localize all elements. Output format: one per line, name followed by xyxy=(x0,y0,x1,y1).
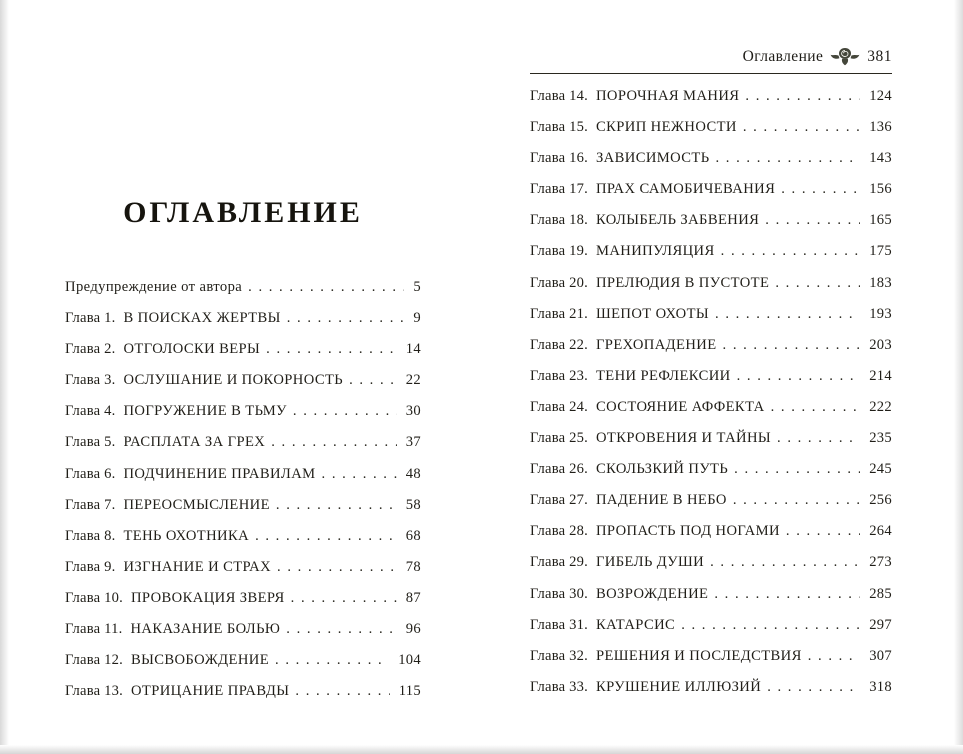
dot-leader xyxy=(266,334,397,365)
toc-entry xyxy=(65,459,421,490)
chapter-label: Глава 23. xyxy=(530,367,588,384)
dot-leader xyxy=(808,641,860,672)
dot-leader xyxy=(767,672,860,703)
chapter-label: Глава 12. xyxy=(65,652,123,669)
chapter-page-number: 87 xyxy=(405,589,421,606)
chapter-title: КРУШЕНИЕ ИЛЛЮЗИЙ xyxy=(595,678,762,695)
chapter-title: РАСПЛАТА ЗА ГРЕХ xyxy=(123,434,266,451)
chapter-page-number: 14 xyxy=(405,341,421,358)
dot-leader xyxy=(287,303,405,334)
chapter-label: Глава 22. xyxy=(530,336,588,353)
dot-leader xyxy=(734,454,860,485)
running-header xyxy=(530,47,892,66)
chapter-label: Глава 32. xyxy=(530,647,588,664)
dot-leader xyxy=(721,236,861,267)
dot-leader xyxy=(255,521,397,552)
toc-entry xyxy=(65,334,421,365)
dot-leader xyxy=(275,645,389,676)
chapter-page-number: 222 xyxy=(869,398,892,415)
chapter-page-number: 318 xyxy=(869,678,892,695)
chapter-title: КАТАРСИС xyxy=(595,616,676,633)
chapter-title: ВОЗРОЖДЕНИЕ xyxy=(595,585,709,602)
chapter-label: Глава 30. xyxy=(530,585,588,602)
chapter-title: ОТГОЛОСКИ ВЕРЫ xyxy=(123,341,261,358)
toc-entry xyxy=(530,205,892,236)
toc-entry xyxy=(530,174,892,205)
chapter-page-number: 156 xyxy=(869,181,892,198)
right-page xyxy=(530,0,892,703)
chapter-page-number: 143 xyxy=(869,150,892,167)
dot-leader xyxy=(322,459,397,490)
chapter-label: Глава 26. xyxy=(530,461,588,478)
dot-leader xyxy=(775,268,860,299)
chapter-title: ПРЕЛЮДИЯ В ПУСТОТЕ xyxy=(595,274,770,291)
toc-entry xyxy=(65,521,421,552)
chapter-label: Глава 19. xyxy=(530,243,588,260)
toc-entry xyxy=(530,672,892,703)
chapter-label: Глава 31. xyxy=(530,616,588,633)
toc-entry xyxy=(530,236,892,267)
chapter-label: Глава 9. xyxy=(65,558,116,575)
chapter-title: СКОЛЬЗКИЙ ПУТЬ xyxy=(595,461,729,478)
chapter-title: ТЕНЬ ОХОТНИКА xyxy=(123,527,250,544)
chapter-title: ИЗГНАНИЕ И СТРАХ xyxy=(123,558,272,575)
chapter-label: Глава 29. xyxy=(530,554,588,571)
dot-leader xyxy=(714,579,860,610)
chapter-title: ОТКРОВЕНИЯ И ТАЙНЫ xyxy=(595,430,772,447)
chapter-title: ПЕРЕОСМЫСЛЕНИЕ xyxy=(123,496,270,513)
chapter-title: ОТРИЦАНИЕ ПРАВДЫ xyxy=(130,683,290,700)
chapter-label: Глава 8. xyxy=(65,527,116,544)
dot-leader xyxy=(743,112,860,143)
toc-entry xyxy=(530,268,892,299)
dot-leader xyxy=(349,365,397,396)
chapter-page-number: 5 xyxy=(413,279,421,295)
chapter-label: Глава 16. xyxy=(530,150,588,167)
dot-leader xyxy=(777,423,860,454)
chapter-label: Глава 17. xyxy=(530,181,588,198)
toc-entry xyxy=(65,645,421,676)
toc-entry xyxy=(65,490,421,521)
toc-entry xyxy=(65,676,421,707)
chapter-page-number: 183 xyxy=(869,274,892,291)
chapter-page-number: 165 xyxy=(869,212,892,229)
chapter-page-number: 96 xyxy=(405,621,421,638)
chapter-label: Глава 6. xyxy=(65,465,116,482)
dot-leader xyxy=(715,299,860,330)
chapter-page-number: 235 xyxy=(869,430,892,447)
dot-leader xyxy=(733,485,860,516)
chapter-page-number: 115 xyxy=(398,683,421,700)
page-edge-left xyxy=(0,0,9,754)
dot-leader xyxy=(786,516,860,547)
dot-leader xyxy=(723,330,861,361)
page-edge-bottom xyxy=(0,745,963,754)
toc-entry xyxy=(530,610,892,641)
chapter-page-number: 37 xyxy=(405,434,421,451)
toc-entry xyxy=(530,392,892,423)
chapter-title: СКРИП НЕЖНОСТИ xyxy=(595,119,737,136)
chapter-title: ПРОВОКАЦИЯ ЗВЕРЯ xyxy=(130,589,285,606)
chapter-title: ОСЛУШАНИЕ И ПОКОРНОСТЬ xyxy=(123,372,344,389)
chapter-label: Глава 27. xyxy=(530,492,588,509)
chapter-title: ВЫСВОБОЖДЕНИЕ xyxy=(130,652,270,669)
chapter-title: ШЕПОТ ОХОТЫ xyxy=(595,305,710,322)
toc-list-left xyxy=(65,272,421,707)
dot-leader xyxy=(248,272,404,303)
chapter-page-number: 297 xyxy=(869,616,892,633)
chapter-page-number: 22 xyxy=(405,372,421,389)
chapter-page-number: 203 xyxy=(869,336,892,353)
dot-leader xyxy=(291,583,397,614)
page-edge-right xyxy=(954,0,963,754)
chapter-page-number: 307 xyxy=(869,647,892,664)
toc-title: ОГЛАВЛЕНИЕ xyxy=(123,196,363,229)
chapter-page-number: 245 xyxy=(869,461,892,478)
toc-entry xyxy=(530,547,892,578)
chapter-page-number: 104 xyxy=(398,652,421,669)
chapter-page-number: 48 xyxy=(405,465,421,482)
toc-entry xyxy=(530,143,892,174)
chapter-page-number: 264 xyxy=(869,523,892,540)
toc-entry xyxy=(530,516,892,547)
chapter-label: Глава 18. xyxy=(530,212,588,229)
chapter-label: Глава 2. xyxy=(65,341,116,358)
toc-entry xyxy=(530,641,892,672)
header-rule xyxy=(530,73,892,74)
chapter-title: ПРАХ САМОБИЧЕВАНИЯ xyxy=(595,181,776,198)
dot-leader xyxy=(293,396,397,427)
left-page xyxy=(65,0,421,707)
chapter-label: Глава 15. xyxy=(530,119,588,136)
chapter-title: В ПОИСКАХ ЖЕРТВЫ xyxy=(123,310,281,327)
toc-entry xyxy=(65,396,421,427)
chapter-title: ГРЕХОПАДЕНИЕ xyxy=(595,336,717,353)
toc-entry xyxy=(530,423,892,454)
toc-entry xyxy=(530,454,892,485)
chapter-label: Глава 20. xyxy=(530,274,588,291)
dot-leader xyxy=(737,361,861,392)
chapter-title: РЕШЕНИЯ И ПОСЛЕДСТВИЯ xyxy=(595,647,802,664)
dot-leader xyxy=(710,547,860,578)
chapter-page-number: 214 xyxy=(869,367,892,384)
chapter-title: ПОДЧИНЕНИЕ ПРАВИЛАМ xyxy=(123,465,316,482)
toc-entry xyxy=(530,299,892,330)
running-header-title: Оглавление xyxy=(742,47,824,65)
chapter-page-number: 124 xyxy=(869,88,892,104)
chapter-label: Глава 1. xyxy=(65,310,116,327)
chapter-label: Глава 11. xyxy=(65,621,123,638)
rose-icon xyxy=(830,47,860,66)
chapter-page-number: 285 xyxy=(869,585,892,602)
toc-entry xyxy=(530,361,892,392)
dot-leader xyxy=(271,427,397,458)
chapter-page-number: 136 xyxy=(869,119,892,136)
chapter-page-number: 9 xyxy=(413,310,421,327)
chapter-page-number: 193 xyxy=(869,305,892,322)
dot-leader xyxy=(716,143,861,174)
chapter-page-number: 175 xyxy=(869,243,892,260)
toc-entry xyxy=(530,112,892,143)
chapter-label: Глава 3. xyxy=(65,372,116,389)
chapter-title: ЗАВИСИМОСТЬ xyxy=(595,150,710,167)
chapter-label: Глава 7. xyxy=(65,496,116,513)
chapter-page-number: 58 xyxy=(405,496,421,513)
dot-leader xyxy=(681,610,860,641)
chapter-title: ПОГРУЖЕНИЕ В ТЬМУ xyxy=(123,403,287,420)
toc-entry xyxy=(530,485,892,516)
chapter-page-number: 273 xyxy=(869,554,892,571)
chapter-label: Глава 14. xyxy=(530,88,588,104)
toc-entry xyxy=(530,330,892,361)
chapter-label: Глава 25. xyxy=(530,430,588,447)
chapter-title: ПОРОЧНАЯ МАНИЯ xyxy=(595,88,740,104)
dot-leader xyxy=(771,392,861,423)
toc-entry xyxy=(65,365,421,396)
chapter-title: Предупреждение от автора xyxy=(65,279,243,295)
toc-list-right xyxy=(530,81,892,703)
chapter-label: Глава 33. xyxy=(530,678,588,695)
toc-entry xyxy=(65,583,421,614)
chapter-title: СОСТОЯНИЕ АФФЕКТА xyxy=(595,398,765,415)
chapter-title: МАНИПУЛЯЦИЯ xyxy=(595,243,715,260)
dot-leader xyxy=(286,614,397,645)
dot-leader xyxy=(781,174,860,205)
toc-entry xyxy=(65,303,421,334)
toc-entry xyxy=(65,614,421,645)
toc-entry xyxy=(530,579,892,610)
dot-leader xyxy=(295,676,389,707)
dot-leader xyxy=(276,490,397,521)
dot-leader xyxy=(277,552,397,583)
chapter-label: Глава 4. xyxy=(65,403,116,420)
chapter-page-number: 30 xyxy=(405,403,421,420)
chapter-label: Глава 21. xyxy=(530,305,588,322)
toc-entry xyxy=(65,272,421,303)
chapter-label: Глава 5. xyxy=(65,434,116,451)
chapter-page-number: 78 xyxy=(405,558,421,575)
dot-leader xyxy=(745,81,860,112)
dot-leader xyxy=(765,205,860,236)
chapter-label: Глава 24. xyxy=(530,398,588,415)
chapter-title: ГИБЕЛЬ ДУШИ xyxy=(595,554,705,571)
toc-entry xyxy=(65,427,421,458)
chapter-title: ПРОПАСТЬ ПОД НОГАМИ xyxy=(595,523,780,540)
chapter-title: НАКАЗАНИЕ БОЛЬЮ xyxy=(130,621,281,638)
chapter-title: ТЕНИ РЕФЛЕКСИИ xyxy=(595,367,731,384)
chapter-title: КОЛЫБЕЛЬ ЗАБВЕНИЯ xyxy=(595,212,760,229)
chapter-title: ПАДЕНИЕ В НЕБО xyxy=(595,492,727,509)
toc-entry xyxy=(530,81,892,112)
running-header-page-number: 381 xyxy=(867,47,892,65)
chapter-label: Глава 13. xyxy=(65,683,123,700)
chapter-page-number: 68 xyxy=(405,527,421,544)
chapter-label: Глава 28. xyxy=(530,523,588,540)
chapter-label: Глава 10. xyxy=(65,589,123,606)
chapter-page-number: 256 xyxy=(869,492,892,509)
toc-entry xyxy=(65,552,421,583)
